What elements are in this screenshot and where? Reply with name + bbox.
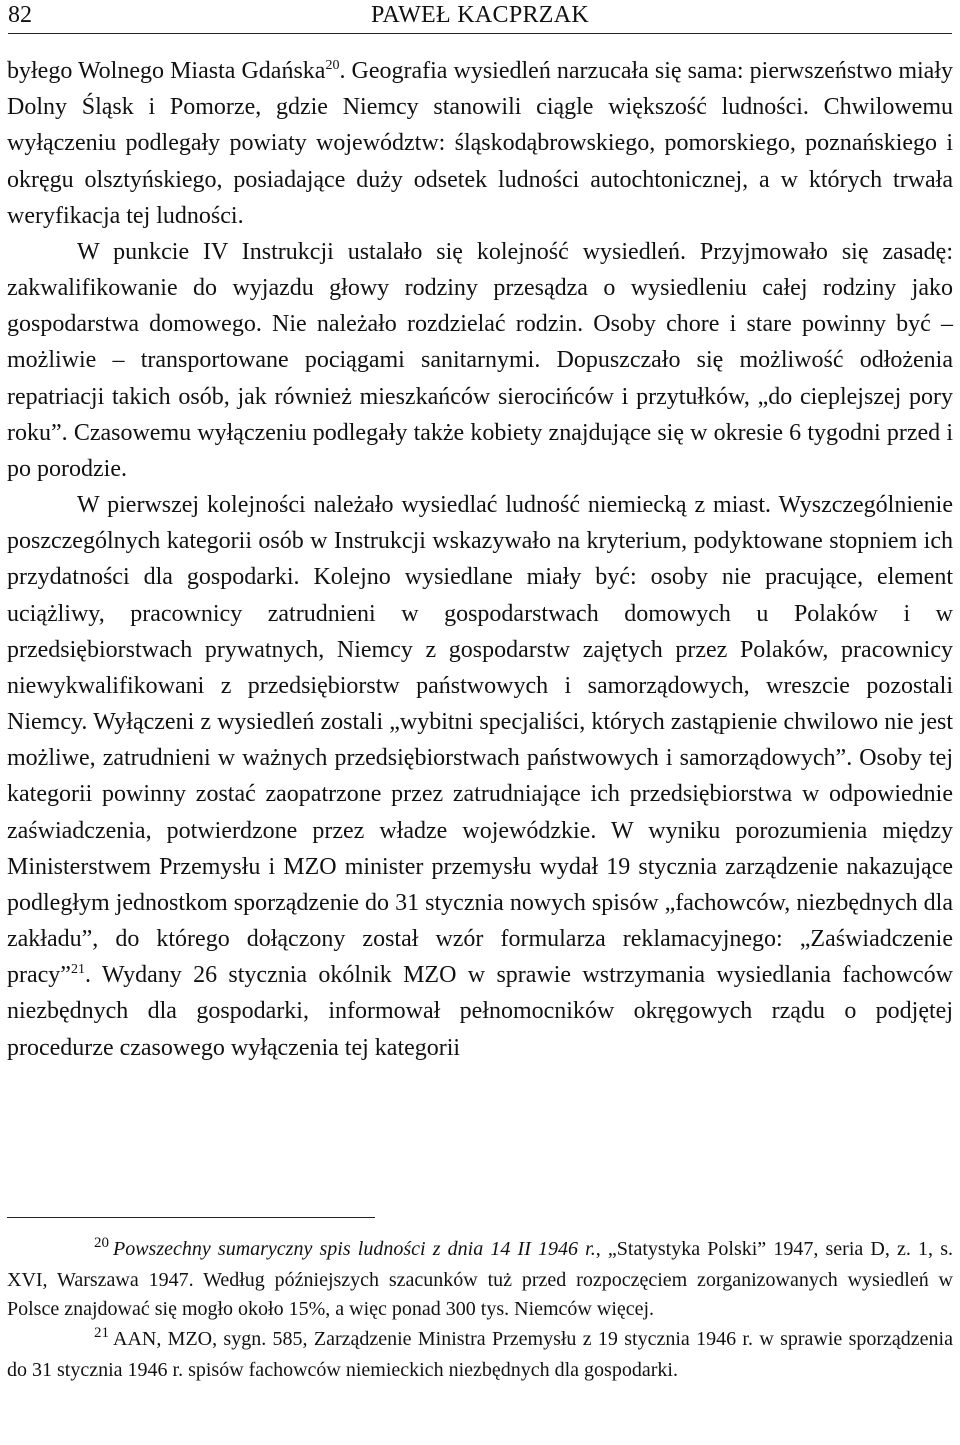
footnote-number: 20 <box>94 1235 109 1251</box>
paragraph-3-text-b: . Wydany 26 stycznia okólnik MZO w sprawie wstrzymania wysiedlania fachowców niezbędnych dla gospodarki, informował pełnomocników okręgowych rządu o podjętej procedurze czasowego wyłączenia tej kategorii <box>7 962 953 1061</box>
footnote-21 <box>7 1325 953 1385</box>
footnote-ref-21: 21 <box>70 962 85 978</box>
footnote-number: 21 <box>94 1324 109 1341</box>
footnote-20 <box>7 1235 953 1325</box>
paragraph-1-text-b: . Geografia wysiedleń narzucała się sama: pierwszeństwo miały Dolny Śląsk i Pomorze, gdzie Niemcy stanowili ciągle większość ludności. Chwilowemu wyłączeniu podlegały powiaty województw: śląskodąbrowskiego, pomorskiego, poznańskiego i okręgu olsztyńskiego, posiadające duży odsetek ludności autochtonicznej, a w których trwała weryfikacja tej ludności. <box>7 58 953 229</box>
footnote-italic-title: Powszechny sumaryczny spis ludności z dnia 14 II 1946 r. <box>113 1238 596 1260</box>
body-text <box>7 53 953 1066</box>
footnote-text: , „Statystyka Polski” 1947, seria D, z. 1, s. XVI, Warszawa 1947. Według późniejszych szacunków tuż przed rozpoczęciem zorganizowanych wysiedleń w Polsce znajdować się mogło około 15%, a więc ponad 300 tys. Niemców więcej. <box>7 1238 953 1321</box>
page-header <box>8 0 952 34</box>
paragraph-1-text-a: byłego Wolnego Miasta Gdańska <box>7 58 326 84</box>
paragraph-3 <box>7 487 953 1066</box>
paragraph-2: W punkcie IV Instrukcji ustalało się kolejność wysiedleń. Przyjmowało się zasadę: zakwalifikowanie do wyjazdu głowy rodziny przesądza o wysiedleniu całej rodziny jako gospodarstwa domowego. Nie należało rozdzielać rodzin. Osoby chore i stare powinny być – możliwie – transportowane pociągami sanitarnymi. Dopuszczało się możliwość odłożenia repatriacji takich osób, jak również mieszkańców sierocińców i przytułków, „do cieplejszej pory roku”. Czasowemu wyłączeniu podlegały także kobiety znajdujące się w okresie 6 tygodni przed i po porodzie. <box>7 238 953 482</box>
footnotes <box>7 1235 953 1385</box>
paragraph-1 <box>7 53 953 234</box>
footnote-divider <box>7 1217 375 1218</box>
footnote-ref-20: 20 <box>325 58 340 73</box>
paragraph-3-text-a: W pierwszej kolejności należało wysiedlać ludność niemiecką z miast. Wyszczególnienie poszczególnych kategorii osób w Instrukcji wskazywało na kryterium, podyktowane stopniem ich przydatności dla gospodarki. Kolejno wysiedlane miały być: osoby nie pracujące, element uciążliwy, pracownicy zatrudnieni w gospodarstwach domowych u Polaków i w przedsiębiorstwach prywatnych, Niemcy z gospodarstw zajętych przez Polaków, pracownicy niewykwalifikowani z przedsiębiorstw państwowych i samorządowych, wreszcie pozostali Niemcy. Wyłączeni z wysiedleń zostali „wybitni specjaliści, których zastąpienie chwilowo nie jest możliwe, zatrudnieni w ważnych przedsiębiorstwach państwowych i samorządowych”. Osoby tej kategorii powinny zostać zaopatrzone przez zatrudniające ich przedsiębiorstwa w odpowiednie zaświadczenia, potwierdzone przez władze wojewódzkie. W wyniku porozumienia między Ministerstwem Przemysłu i MZO minister przemysłu wydał 19 stycznia zarządzenie nakazujące podległym jednostkom sporządzenie do 31 stycznia nowych spisów „fachowców, niezbędnych dla zakładu”, do którego dołączony został wzór formularza reklamacyjnego: „Zaświadczenie pracy” <box>7 492 953 989</box>
running-title: PAWEŁ KACPRZAK <box>370 2 590 28</box>
page-number: 82 <box>8 2 32 28</box>
footnote-text: AAN, MZO, sygn. 585, Zarządzenie Ministra Przemysłu z 19 stycznia 1946 r. w sprawie sporządzenia do 31 stycznia 1946 r. spisów fachowców niemieckich niezbędnych dla gospodarki. <box>7 1327 953 1381</box>
